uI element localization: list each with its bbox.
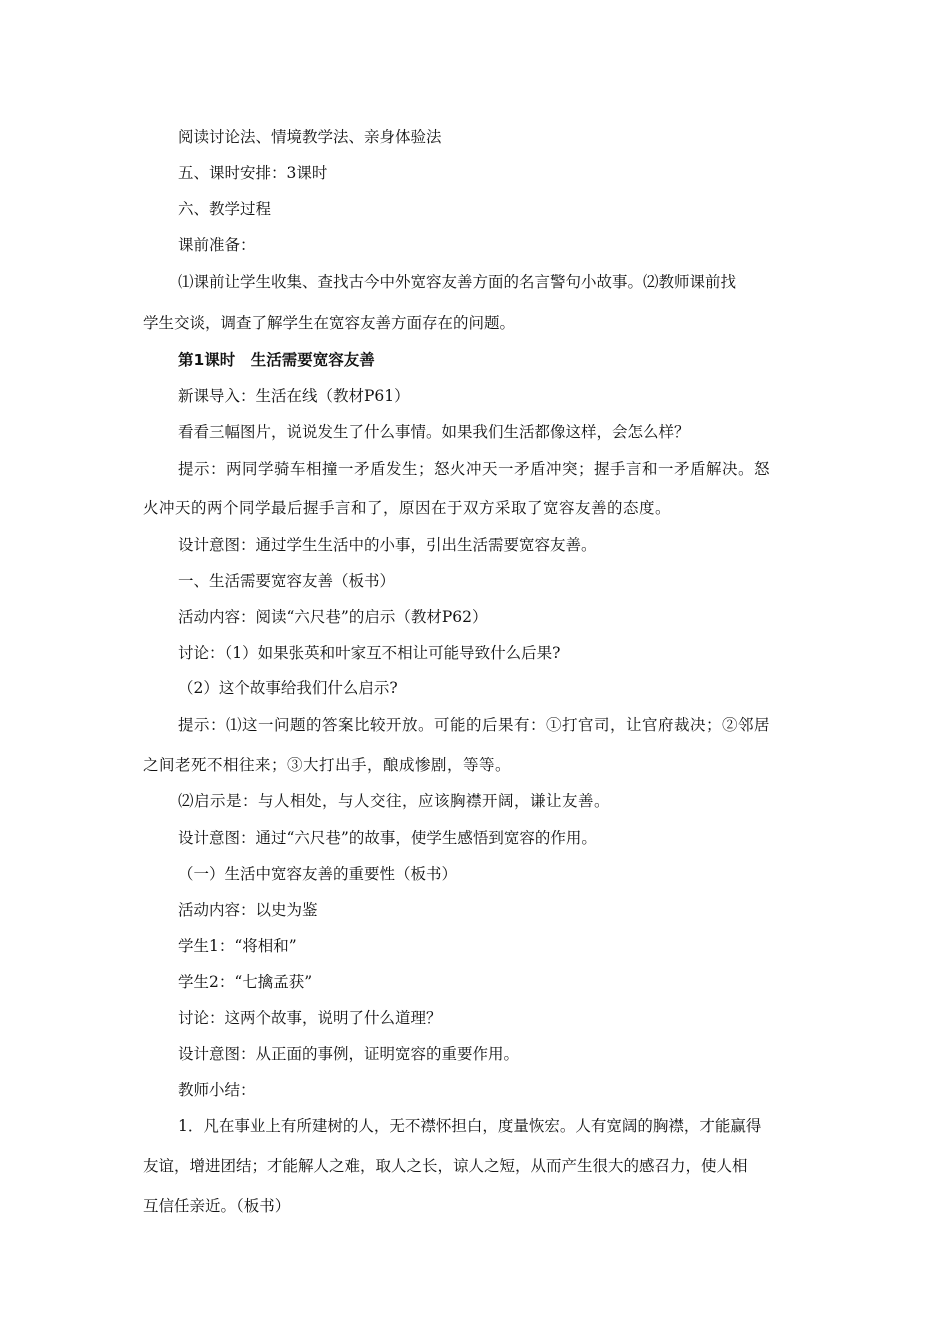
text-line: 友谊，增进团结；才能解人之难，取人之长，谅人之短，从而产生很大的感召力，使人相 <box>143 1157 748 1175</box>
text-line: 设计意图：从正面的事例，证明宽容的重要作用。 <box>178 1045 520 1063</box>
text-line: 一、生活需要宽容友善（板书） <box>178 572 396 590</box>
text-line: 讨论：这两个故事，说明了什么道理？ <box>178 1009 442 1027</box>
text-line: 新课导入：生活在线（教材P61） <box>178 387 410 405</box>
text-line: 六、教学过程 <box>178 200 272 218</box>
section-heading: 第1课时 生活需要宽容友善 <box>178 351 375 369</box>
text-line: 学生1：“将相和” <box>178 937 297 955</box>
text-line: 1．凡在事业上有所建树的人，无不襟怀担白，度量恢宏。人有宽阔的胸襟，才能赢得 <box>178 1117 762 1135</box>
text-line: 活动内容：以史为鉴 <box>178 901 318 919</box>
text-line: （2）这个故事给我们什么启示? <box>178 679 398 697</box>
text-line: 之间老死不相往来；③大打出手，酿成惨剧，等等。 <box>143 756 512 774</box>
text-line: 讨论：（1）如果张英和叶家互不相让可能导致什么后果? <box>178 644 561 662</box>
text-line: 提示：⑴这一问题的答案比较开放。可能的后果有：①打官司，让官府裁决；②邻居 <box>178 716 771 734</box>
text-line: 设计意图：通过学生生活中的小事，引出生活需要宽容友善。 <box>178 536 597 554</box>
text-line: 课前准备： <box>178 236 256 254</box>
text-line: 火冲天的两个同学最后握手言和了，原因在于双方采取了宽容友善的态度。 <box>143 499 672 517</box>
text-line: 学生2：“七擒孟获” <box>178 973 313 991</box>
text-line: 互信任亲近。（板书） <box>143 1197 291 1215</box>
text-line: 活动内容：阅读“六尺巷”的启示（教材P62） <box>178 608 488 626</box>
text-line: 学生交谈，调查了解学生在宽容友善方面存在的问题。 <box>143 314 516 332</box>
text-line: ⑴课前让学生收集、查找古今中外宽容友善方面的名言警句小故事。⑵教师课前找 <box>178 273 737 291</box>
text-line: （一）生活中宽容友善的重要性（板书） <box>178 865 458 883</box>
text-line: 看看三幅图片，说说发生了什么事情。如果我们生活都像这样，会怎么样？ <box>178 423 690 441</box>
text-line: 设计意图：通过“六尺巷”的故事，使学生感悟到宽容的作用。 <box>178 829 597 847</box>
text-line: 五、课时安排：3课时 <box>178 164 328 182</box>
text-line: ⑵启示是：与人相处，与人交往，应该胸襟开阔，谦让友善。 <box>178 792 611 810</box>
text-line: 提示：两同学骑车相撞一矛盾发生；怒火冲天一矛盾冲突；握手言和一矛盾解决。怒 <box>178 460 771 478</box>
text-line: 教师小结： <box>178 1081 256 1099</box>
text-line: 阅读讨论法、情境教学法、亲身体验法 <box>178 128 442 146</box>
